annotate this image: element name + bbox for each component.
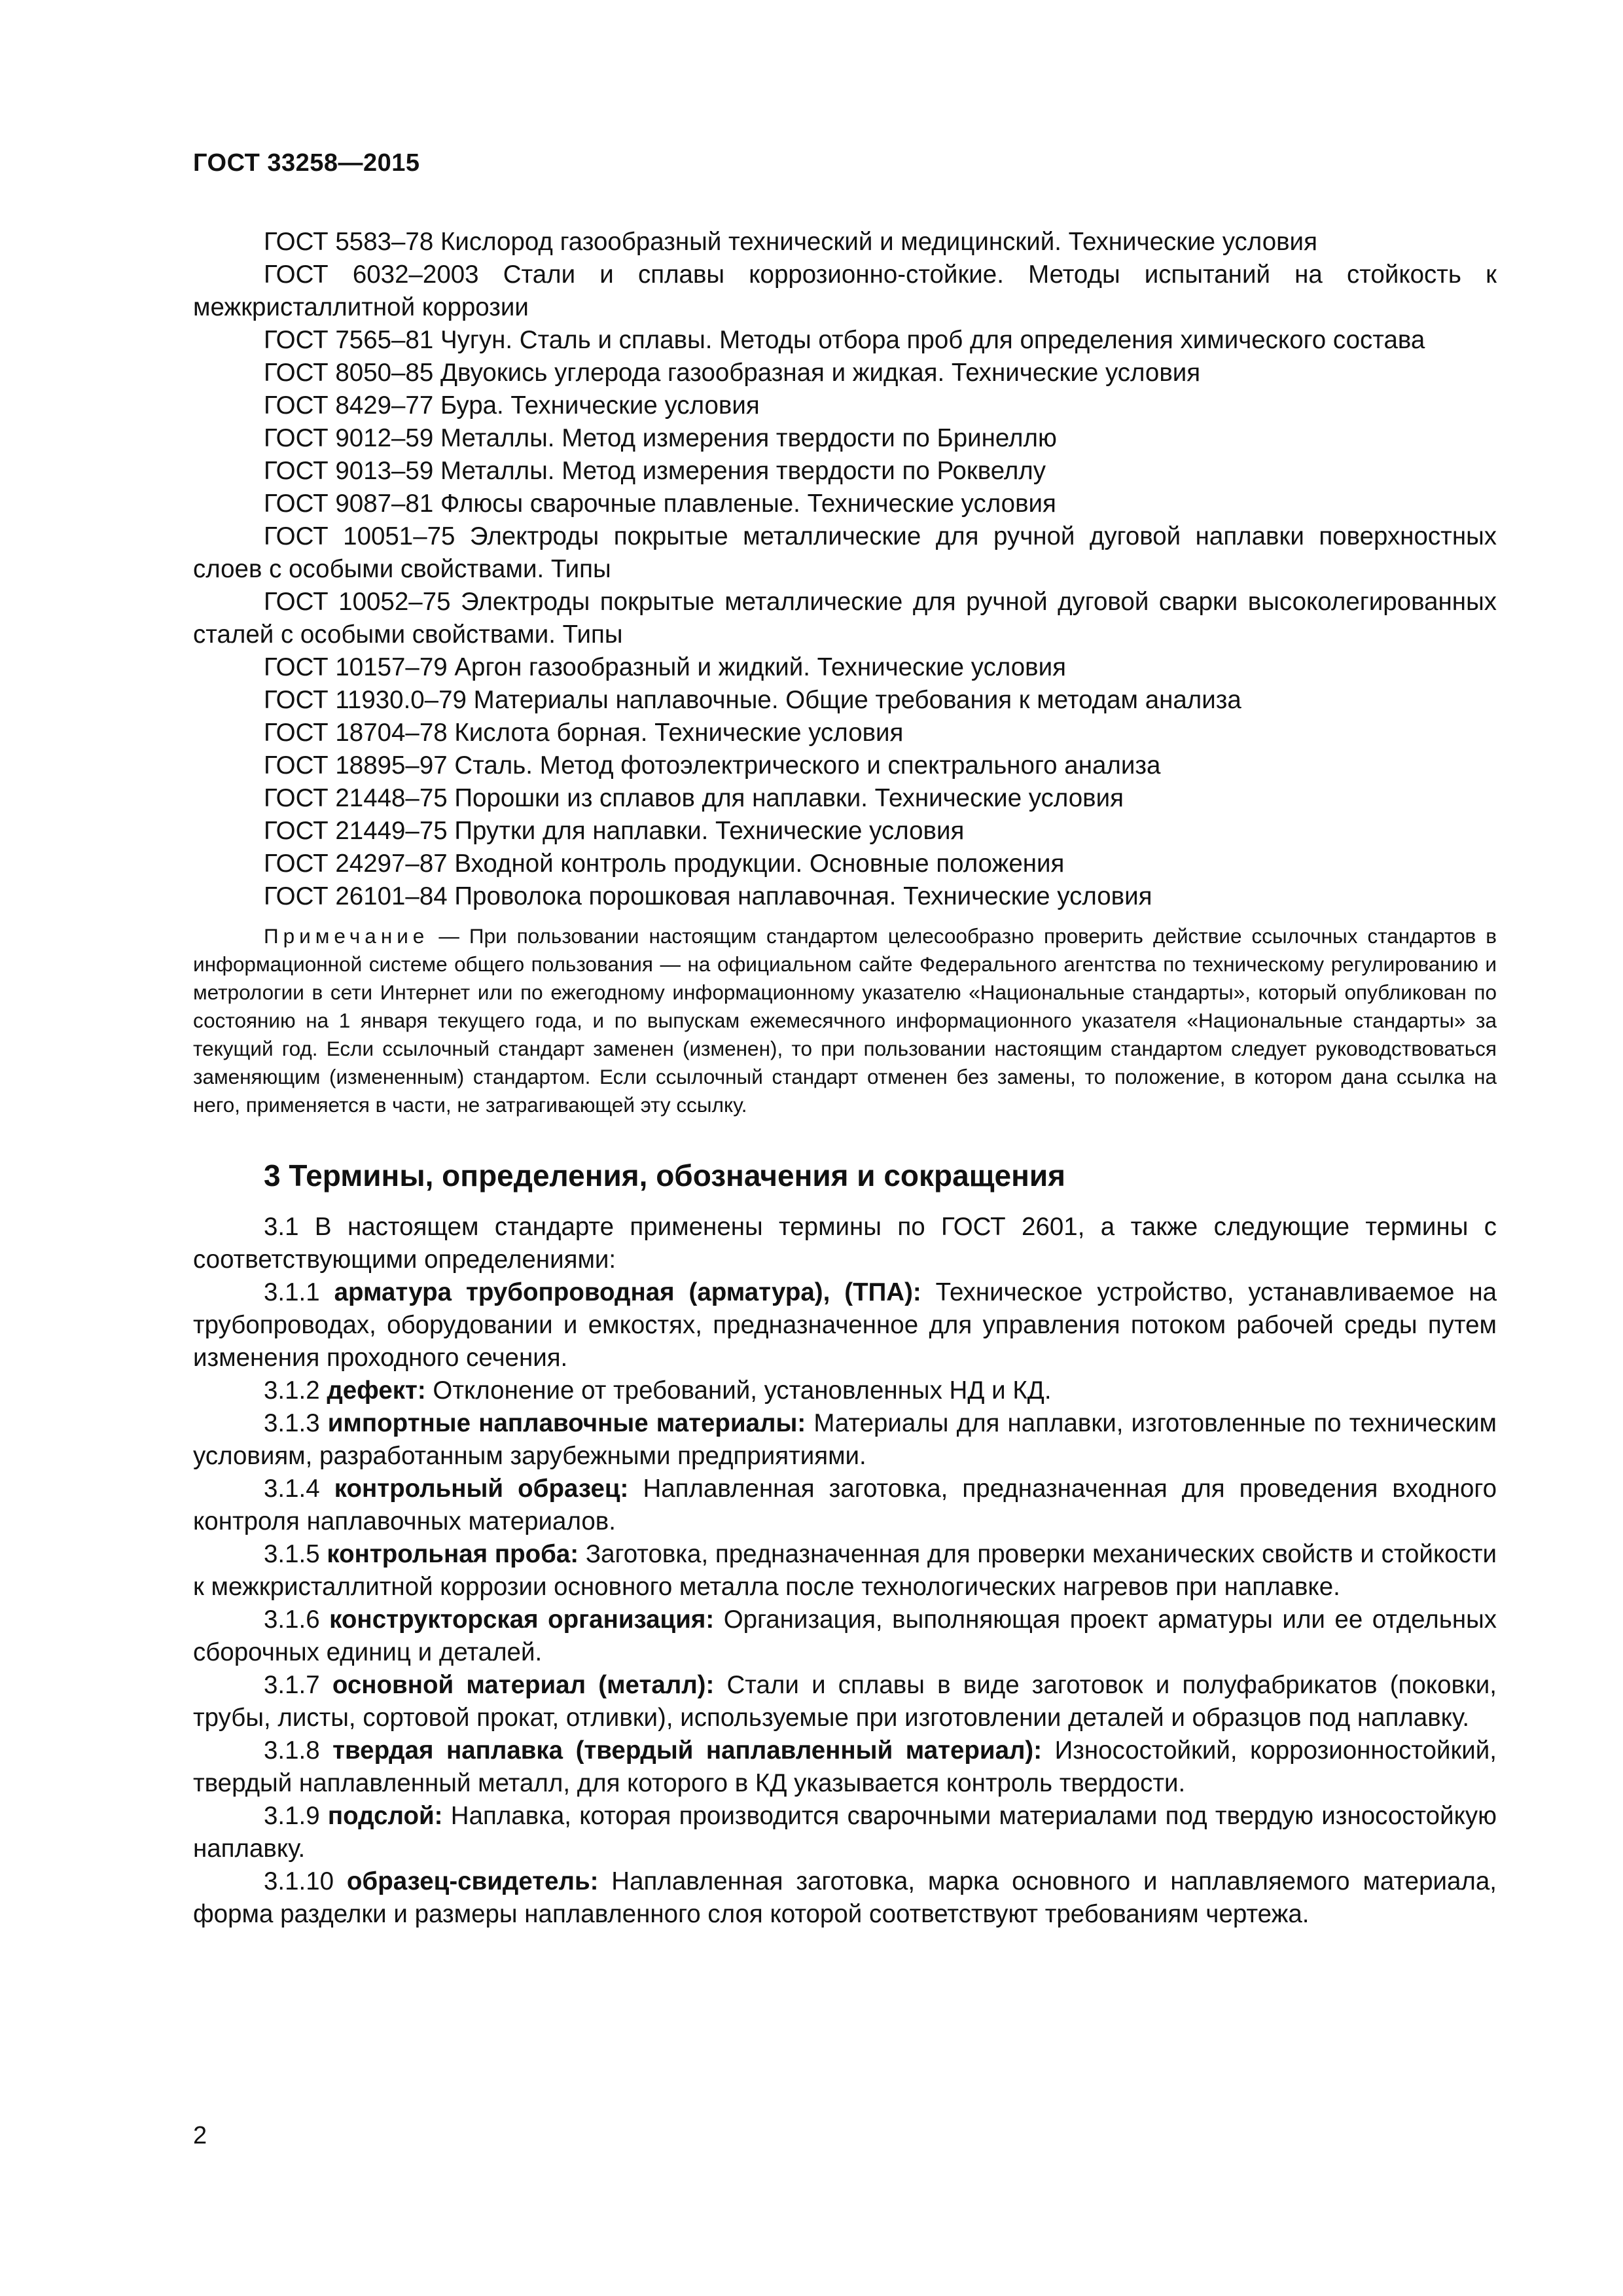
- section-intro: 3.1 В настоящем стандарте применены термины по ГОСТ 2601, а также следующие термины с соответствующими определениями:: [193, 1213, 1497, 1274]
- reference-item: ГОСТ 24297–87 Входной контроль продукции. Основные положения: [264, 850, 1065, 878]
- reference-item: ГОСТ 10052–75 Электроды покрытые металлические для ручной дуговой сварки высоколегированных сталей с особыми свойствами. Типы: [193, 588, 1497, 649]
- reference-item: ГОСТ 6032–2003 Стали и сплавы коррозионно-стойкие. Методы испытаний на стойкость к межкристаллитной коррозии: [193, 260, 1497, 321]
- document-body: [193, 226, 1497, 1931]
- definition-term: дефект:: [327, 1376, 426, 1405]
- definition-item: [193, 1538, 1497, 1604]
- definition-text: Заготовка, предназначенная для проверки механических свойств и стойкости к межкристаллитной коррозии основного металла после технологических нагревов при наплавке.: [193, 1540, 1497, 1601]
- definition-text: Организация, выполняющая проект арматуры или ее отдельных сборочных единиц и деталей.: [193, 1605, 1497, 1666]
- reference-item: ГОСТ 10157–79 Аргон газообразный и жидкий. Технические условия: [264, 653, 1066, 681]
- definition-number: 3.1.8: [264, 1736, 333, 1765]
- definition-number: 3.1.10: [264, 1867, 347, 1895]
- definition-number: 3.1.1: [264, 1278, 334, 1306]
- reference-item: ГОСТ 9012–59 Металлы. Метод измерения твердости по Бринеллю: [264, 424, 1057, 452]
- definition-term: контрольная проба:: [327, 1540, 579, 1568]
- definition-term: образец-свидетель:: [346, 1867, 599, 1895]
- reference-item: ГОСТ 8429–77 Бура. Технические условия: [264, 391, 760, 420]
- normative-references: [193, 226, 1497, 913]
- definition-item: [193, 1276, 1497, 1374]
- definition-item: [193, 1604, 1497, 1669]
- definition-text: Материалы для наплавки, изготовленные по техническим условиям, разработанным зарубежными предприятиями.: [193, 1409, 1497, 1470]
- reference-item: ГОСТ 18895–97 Сталь. Метод фотоэлектрического и спектрального анализа: [264, 751, 1161, 780]
- note-label: Примечание: [264, 924, 429, 948]
- page-number: 2: [193, 2122, 207, 2149]
- definition-text: Наплавка, которая производится сварочными материалами под твердую износостойкую наплавку.: [193, 1802, 1497, 1863]
- reference-item: ГОСТ 10051–75 Электроды покрытые металлические для ручной дуговой наплавки поверхностных слоев с особыми свойствами. Типы: [193, 522, 1497, 583]
- note-text: — При пользовании настоящим стандартом целесообразно проверить действие ссылочных стандартов в информационной системе общего пользования — на официальном сайте Федерального агентства по техническому регулированию и метрологии в сети Интернет или по ежегодному информационному указателю «Национальные стандарты», который опубликован по состоянию на 1 января текущего года, и по выпускам ежемесячного информационного указателя «Национальные стандарты» за текущий год. Если ссылочный стандарт заменен (изменен), то при пользовании настоящим стандартом следует руководствоваться заменяющим (измененным) стандартом. Если ссылочный стандарт отменен без замены, то положение, в котором дана ссылка на него, применяется в части, не затрагивающей эту ссылку.: [193, 924, 1497, 1117]
- definition-term: твердая наплавка (твердый наплавленный материал):: [332, 1736, 1043, 1765]
- reference-item: ГОСТ 26101–84 Проволока порошковая наплавочная. Технические условия: [264, 882, 1152, 910]
- reference-item: ГОСТ 8050–85 Двуокись углерода газообразная и жидкая. Технические условия: [264, 359, 1201, 387]
- definition-number: 3.1.7: [264, 1671, 332, 1699]
- definition-term: арматура трубопроводная (арматура), (ТПА):: [334, 1278, 921, 1306]
- page-header: ГОСТ 33258—2015: [193, 149, 420, 177]
- definition-term: основной материал (металл):: [332, 1671, 715, 1699]
- reference-item: ГОСТ 9087–81 Флюсы сварочные плавленые. Технические условия: [264, 490, 1056, 518]
- reference-item: ГОСТ 9013–59 Металлы. Метод измерения твердости по Роквеллу: [264, 457, 1046, 485]
- definition-text: Техническое устройство, устанавливаемое на трубопроводах, оборудовании и емкостях, предназначенное для управления потоком рабочей среды путем изменения проходного сечения.: [193, 1278, 1497, 1372]
- reference-item: ГОСТ 18704–78 Кислота борная. Технические условия: [264, 719, 904, 747]
- definition-item: [193, 1473, 1497, 1538]
- definition-term: подслой:: [327, 1802, 443, 1830]
- definition-item: [193, 1865, 1497, 1931]
- definition-term: контрольный образец:: [334, 1475, 629, 1503]
- definition-number: 3.1.6: [264, 1605, 330, 1634]
- definition-number: 3.1.5: [264, 1540, 327, 1568]
- definition-number: 3.1.4: [264, 1475, 334, 1503]
- definition-term: импортные наплавочные материалы:: [327, 1409, 806, 1437]
- definition-item: [193, 1800, 1497, 1865]
- reference-item: ГОСТ 7565–81 Чугун. Сталь и сплавы. Методы отбора проб для определения химического состава: [264, 326, 1425, 354]
- section-title: 3 Термины, определения, обозначения и сокращения: [264, 1158, 1065, 1193]
- definition-number: 3.1.2: [264, 1376, 327, 1405]
- definition-item: [193, 1407, 1497, 1473]
- definition-text: Наплавленная заготовка, предназначенная для проведения входного контроля наплавочных материалов.: [193, 1475, 1497, 1535]
- reference-item: ГОСТ 21448–75 Порошки из сплавов для наплавки. Технические условия: [264, 784, 1124, 812]
- definition-text: Износостойкий, коррозионностойкий, твердый наплавленный металл, для которого в КД указывается контроль твердости.: [193, 1736, 1497, 1797]
- definition-item: [193, 1669, 1497, 1734]
- reference-item: ГОСТ 21449–75 Прутки для наплавки. Технические условия: [264, 817, 965, 845]
- definition-item: [193, 1734, 1497, 1800]
- definition-term: конструкторская организация:: [329, 1605, 715, 1634]
- reference-item: ГОСТ 11930.0–79 Материалы наплавочные. Общие требования к методам анализа: [264, 686, 1241, 714]
- definition-item: [193, 1374, 1497, 1407]
- note-paragraph: [193, 922, 1497, 1119]
- reference-item: ГОСТ 5583–78 Кислород газообразный технический и медицинский. Технические условия: [264, 228, 1317, 256]
- definition-number: 3.1.9: [264, 1802, 328, 1830]
- definition-text: Отклонение от требований, установленных НД и КД.: [425, 1376, 1052, 1405]
- definition-text: Наплавленная заготовка, марка основного и наплавляемого материала, форма разделки и размеры наплавленного слоя которой соответствуют требованиям чертежа.: [193, 1867, 1497, 1928]
- definition-number: 3.1.3: [264, 1409, 328, 1437]
- definition-text: Стали и сплавы в виде заготовок и полуфабрикатов (поковки, трубы, листы, сортовой прокат, отливки), используемые при изготовлении деталей и образцов под наплавку.: [193, 1671, 1497, 1732]
